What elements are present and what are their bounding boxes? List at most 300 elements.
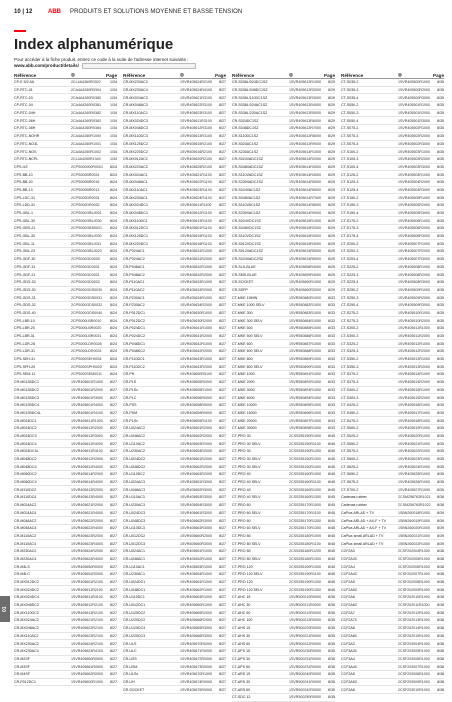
- product-code-cell[interactable]: 1SVR405505R3000: [398, 211, 430, 216]
- product-code-cell[interactable]: 1SVR500222R0000: [289, 641, 321, 646]
- product-code-cell[interactable]: 1SVR405614R6000: [289, 187, 321, 192]
- product-code-cell[interactable]: 1SVR405624R4100: [71, 649, 103, 654]
- product-code-cell[interactable]: 1SVR405613R2000: [71, 487, 103, 492]
- product-code-cell[interactable]: 1SVR405512R2000: [398, 349, 430, 354]
- product-code-cell[interactable]: 2CPS000LBR0020: [71, 326, 102, 331]
- product-code-cell[interactable]: 1SVR405674R0000: [180, 679, 212, 684]
- product-code-cell[interactable]: 1SVR405500R1000: [398, 80, 430, 85]
- product-code-cell[interactable]: 1SVR405506R1000: [398, 218, 430, 223]
- product-code-cell[interactable]: 1SVR405614R4000: [289, 172, 321, 177]
- product-code-cell[interactable]: 1SVR405507R1000: [398, 241, 430, 246]
- product-code-cell[interactable]: 1SVR405611R3000: [71, 433, 103, 438]
- product-code-cell[interactable]: 1SVR405614R3000: [289, 164, 321, 169]
- product-code-cell[interactable]: 2CSS255190R1100: [289, 572, 321, 577]
- product-code-cell[interactable]: 2CSF202005R1000: [398, 556, 430, 561]
- product-code-cell[interactable]: 1SVR405612R2100: [71, 603, 103, 608]
- product-code-cell[interactable]: 1SVR405514R2000: [398, 380, 430, 385]
- product-code-cell[interactable]: 1SVR405513R2000: [398, 364, 430, 369]
- product-code-cell[interactable]: 1SVR500250R0000: [289, 695, 321, 700]
- product-code-cell[interactable]: 1SVR405504R3000: [398, 187, 430, 192]
- product-code-cell[interactable]: 2CPS000DR0032: [71, 203, 100, 208]
- product-code-cell[interactable]: 2CA4A4260R0384: [71, 126, 101, 131]
- product-code-cell[interactable]: 1SVR550897R1000: [289, 418, 321, 423]
- product-code-cell[interactable]: 2CSF203005R1000: [398, 649, 430, 654]
- product-code-cell[interactable]: 1SVR405621R1100: [180, 172, 212, 177]
- product-code-cell[interactable]: 1SVR405613R3000: [289, 95, 321, 100]
- product-code-cell[interactable]: 1SVR405661R2000: [180, 457, 212, 462]
- product-code-cell[interactable]: 1SVR405614R4000: [71, 480, 103, 485]
- product-code-cell[interactable]: 1SVR405650R1000: [289, 280, 321, 285]
- product-code-cell[interactable]: 1SVR405506R2000: [398, 226, 430, 231]
- product-code-cell[interactable]: 1SVR405501R3000: [398, 118, 430, 123]
- product-code-cell[interactable]: 1SVR405507R2000: [398, 249, 430, 254]
- product-code-cell[interactable]: 1SVR405601R1100: [180, 226, 212, 231]
- product-code-cell[interactable]: 2CPS000BR0016: [71, 180, 100, 185]
- product-code-cell[interactable]: 2CSS255180R1100: [289, 541, 321, 546]
- product-code-cell[interactable]: 1SVR405527R1000: [398, 487, 430, 492]
- product-code-cell[interactable]: 2CA4A4260R1001: [71, 141, 101, 146]
- product-code-cell[interactable]: 1SVR405508R3000: [398, 280, 430, 285]
- product-code-cell[interactable]: 2CSS255180R1300: [289, 556, 321, 561]
- product-code-cell[interactable]: 1SVR405621R2000: [71, 503, 103, 508]
- product-code-cell[interactable]: 1SVR405515R1000: [398, 387, 430, 392]
- product-code-cell[interactable]: 1SVR405643R2000: [180, 364, 212, 369]
- product-code-cell[interactable]: 1SVR405633R2000: [180, 287, 212, 292]
- product-code-cell[interactable]: 2CSF202007R1000: [398, 572, 430, 577]
- product-code-cell[interactable]: 1SVR405613R4000: [289, 103, 321, 108]
- product-code-cell[interactable]: 1SVR405614R8000: [289, 203, 321, 208]
- product-code-cell[interactable]: 1SVR405633R1000: [180, 280, 212, 285]
- product-code-cell[interactable]: 1SVR550894R1000: [289, 395, 321, 400]
- product-code-cell[interactable]: 1SBN260019R1000: [398, 518, 430, 523]
- product-code-cell[interactable]: 1SVR550887R1000: [289, 341, 321, 346]
- product-code-cell[interactable]: 1SVR405601R2000: [71, 387, 103, 392]
- product-code-cell[interactable]: 1SVR405611R3100: [180, 118, 212, 123]
- product-code-cell[interactable]: 1SVR405519R1000: [398, 426, 430, 431]
- product-code-cell[interactable]: 2CSF202013R1000: [398, 618, 430, 623]
- product-code-cell[interactable]: 1SVR405522R1000: [398, 449, 430, 454]
- product-code-cell[interactable]: 1SVR405620R2100: [180, 157, 212, 162]
- product-code-cell[interactable]: 1SVR405615R6000: [289, 257, 321, 262]
- product-code-cell[interactable]: 1SVR405625R2100: [180, 164, 212, 169]
- product-code-cell[interactable]: 1SVR405630R1000: [180, 310, 212, 315]
- product-code-cell[interactable]: 1SVR405601R4100: [71, 410, 103, 415]
- product-code-cell[interactable]: 2CSF203006R1000: [398, 656, 430, 661]
- product-code-cell[interactable]: 1SVR405622R3100: [180, 103, 212, 108]
- product-code-cell[interactable]: 2CSS255160R1100: [289, 480, 321, 485]
- product-code-cell[interactable]: 1SVR405500R2000: [398, 88, 430, 93]
- product-code-cell[interactable]: 1SVR405660R3000: [180, 541, 212, 546]
- product-code-cell[interactable]: 1SVR405601R3000: [71, 395, 103, 400]
- product-code-cell[interactable]: 2CPS000GBS0021: [71, 226, 102, 231]
- product-code-cell[interactable]: 1SVR405611R4000: [71, 441, 103, 446]
- product-code-cell[interactable]: 2CSS255160R1000: [289, 472, 321, 477]
- product-code-cell[interactable]: 2CPS000BR0024: [71, 172, 100, 177]
- product-code-cell[interactable]: 1SVR405614R5000: [289, 180, 321, 185]
- product-code-cell[interactable]: 1SVR405503R3000: [398, 164, 430, 169]
- product-code-cell[interactable]: 1SVR405613R8000: [289, 134, 321, 139]
- product-code-cell[interactable]: 1SVR405662R2000: [180, 464, 212, 469]
- product-code-cell[interactable]: 1SVR405616R1100: [180, 241, 212, 246]
- product-code-cell[interactable]: 2CSF202008R1000: [398, 580, 430, 585]
- product-code-cell[interactable]: 1SVR405521R1000: [398, 441, 430, 446]
- product-code-cell[interactable]: 1SVR405514R1000: [398, 372, 430, 377]
- product-code-cell[interactable]: 2CPS000GDS0032: [71, 303, 103, 308]
- product-code-cell[interactable]: 1SVR405655R1000: [180, 387, 212, 392]
- product-code-cell[interactable]: 1SVR550896R1000: [289, 410, 321, 415]
- product-code-cell[interactable]: 1SVR550886R1000: [289, 334, 321, 339]
- product-code-cell[interactable]: 1SVR405614R9000: [289, 211, 321, 216]
- product-code-cell[interactable]: 1SVR550888R1000: [289, 349, 321, 354]
- product-code-cell[interactable]: 2CSF202010R1000: [398, 595, 430, 600]
- product-code-cell[interactable]: 1SVR405601R4000: [71, 403, 103, 408]
- product-code-cell[interactable]: 1SVR405614R2000: [289, 157, 321, 162]
- product-code-cell[interactable]: 1SVR405675R0000: [180, 687, 212, 692]
- product-code-cell[interactable]: 1SVR405515R2000: [398, 395, 430, 400]
- product-code-cell[interactable]: 2CSS255190R1000: [289, 564, 321, 569]
- product-code-cell[interactable]: 1SVR405502R2000: [398, 134, 430, 139]
- product-code-cell[interactable]: 2CPS000GBL0023: [71, 249, 102, 254]
- product-code-cell[interactable]: 1SVR405613R5000: [289, 111, 321, 116]
- product-code-cell[interactable]: 1SBN260020R1000: [398, 526, 430, 531]
- product-code-cell[interactable]: 1SVR405622R2100: [71, 626, 103, 631]
- product-code-cell[interactable]: 1SVR405616R2100: [180, 149, 212, 154]
- product-code-cell[interactable]: 1SVR405634R2000: [180, 303, 212, 308]
- product-code-cell[interactable]: 2CA4A4260R0383: [71, 118, 101, 123]
- product-code-cell[interactable]: 1SVR405615R1000: [289, 218, 321, 223]
- product-code-cell[interactable]: 1SVR405653R3000: [180, 495, 212, 500]
- product-code-cell[interactable]: 1SVR405511R1000: [398, 326, 430, 331]
- product-code-cell[interactable]: 1SVR405663R2000: [180, 472, 212, 477]
- product-code-cell[interactable]: 1SVR405509R1000: [398, 287, 430, 292]
- product-code-cell[interactable]: 2CSF203009R1000: [398, 679, 430, 684]
- product-code-cell[interactable]: 1SVR405613R3100: [180, 134, 212, 139]
- product-code-cell[interactable]: 1SVR405622R4000: [71, 526, 103, 531]
- product-code-cell[interactable]: 1SVR405643R1000: [180, 357, 212, 362]
- product-code-cell[interactable]: 1SVR405623R2100: [71, 633, 103, 638]
- product-code-cell[interactable]: 1SVR405613R4000: [71, 495, 103, 500]
- product-code-cell[interactable]: 1SVR405611R2100: [71, 587, 103, 592]
- product-code-cell[interactable]: 2CA4A4260R1000: [71, 134, 101, 139]
- product-code-cell[interactable]: 1SVR405611R1000: [71, 418, 103, 423]
- product-code-cell[interactable]: 2CPS000LDR0031: [71, 349, 102, 354]
- product-code-cell[interactable]: 1SVR405516R1000: [398, 403, 430, 408]
- product-code-cell[interactable]: 2CSF203008R1000: [398, 672, 430, 677]
- product-code-cell[interactable]: 1SVR405520R1000: [398, 433, 430, 438]
- product-code-cell[interactable]: 1SVR405663R1000: [180, 595, 212, 600]
- product-code-cell[interactable]: 2CSS255180R1200: [289, 549, 321, 554]
- product-code-cell[interactable]: 1SVR405665R3000: [180, 626, 212, 631]
- product-code-cell[interactable]: 2CSS255170R1100: [289, 510, 321, 515]
- product-code-cell[interactable]: 2CSF202015R1000: [398, 633, 430, 638]
- product-code-cell[interactable]: 2CPS000LDR0028: [71, 341, 102, 346]
- product-code-cell[interactable]: 2CSS255190R1200: [289, 580, 321, 585]
- product-code-cell[interactable]: 1SVR405662R1000: [180, 587, 212, 592]
- product-code-cell[interactable]: 1SVR405504R1000: [398, 172, 430, 177]
- product-code-cell[interactable]: 1SVR405613R2000: [289, 88, 321, 93]
- product-code-cell[interactable]: 1SBN260021R1000: [398, 533, 430, 538]
- product-code-cell[interactable]: 1SVR500231R0000: [289, 656, 321, 661]
- product-code-cell[interactable]: 2CPS000GBL0030: [71, 234, 102, 239]
- product-code-cell[interactable]: 1SVR405503R1000: [398, 149, 430, 154]
- product-code-cell[interactable]: 1SVR500213R0000: [289, 618, 321, 623]
- product-code-cell[interactable]: 1SVR550891R1000: [289, 372, 321, 377]
- product-code-cell[interactable]: 1SVR405502R1000: [398, 126, 430, 131]
- product-code-cell[interactable]: 1SVR405512R1000: [398, 341, 430, 346]
- product-code-cell[interactable]: 2CSS255160R1200: [289, 487, 321, 492]
- product-code-cell[interactable]: 1SVR405660R2000: [180, 533, 212, 538]
- product-code-cell[interactable]: 1SVR405632R1000: [180, 264, 212, 269]
- product-code-cell[interactable]: 2CPS000SPH0020: [71, 364, 102, 369]
- product-code-cell[interactable]: 2CSS255150R1400: [289, 464, 321, 469]
- product-code-cell[interactable]: 1SVR405511R2000: [398, 334, 430, 339]
- product-code-cell[interactable]: 1SVR405613R1000: [289, 80, 321, 85]
- product-code-cell[interactable]: 1SVR405659R4000: [289, 272, 321, 277]
- product-code-cell[interactable]: 2CSM258763R1021: [398, 495, 431, 500]
- product-code-cell[interactable]: 2CSS255150R1300: [289, 457, 321, 462]
- product-code-cell[interactable]: 2CPS000SEH0031: [71, 357, 102, 362]
- product-code-cell[interactable]: 1SVR405651R3000: [180, 480, 212, 485]
- product-code-cell[interactable]: 2CPS000GD0030: [71, 257, 100, 262]
- product-code-cell[interactable]: 1SVR550898R1000: [289, 426, 321, 431]
- product-code-cell[interactable]: 1SVR405508R2000: [398, 272, 430, 277]
- product-code-cell[interactable]: 1SBN260018R1000: [398, 510, 430, 515]
- product-code-cell[interactable]: 2CSF202012R1000: [398, 610, 430, 615]
- product-code-cell[interactable]: 2CPS000GDS0040: [71, 310, 103, 315]
- product-code-cell[interactable]: 1SVR405653R1000: [180, 564, 212, 569]
- product-code-cell[interactable]: 1SVR405503R2000: [398, 157, 430, 162]
- product-code-cell[interactable]: 1SBN260022R1000: [398, 541, 430, 546]
- product-code-cell[interactable]: 1SVR405642R2000: [180, 349, 212, 354]
- product-code-cell[interactable]: 2CSS255190R1300: [289, 587, 321, 592]
- product-code-cell[interactable]: 1SVR405500R3000: [398, 95, 430, 100]
- product-code-cell[interactable]: 2CSF203010R1000: [398, 687, 430, 692]
- product-code-cell[interactable]: 1SVR405650R0000: [71, 564, 103, 569]
- product-code-cell[interactable]: 1SVR405623R2000: [71, 533, 103, 538]
- product-code-cell[interactable]: 1SVR405631R1000: [180, 249, 212, 254]
- product-code-cell[interactable]: 1SVR405654R3000: [180, 503, 212, 508]
- product-code-cell[interactable]: 1SVR405622R1100: [180, 180, 212, 185]
- product-code-cell[interactable]: 1SVR405641R2000: [180, 334, 212, 339]
- product-code-cell[interactable]: 1SVR405612R3100: [180, 126, 212, 131]
- product-code-cell[interactable]: 1SVR405661R0000: [71, 664, 103, 669]
- product-code-cell[interactable]: 1SVR405666R3000: [180, 633, 212, 638]
- product-code-cell[interactable]: 2CSS255160R1300: [289, 495, 321, 500]
- product-code-cell[interactable]: 1SVR550892R1000: [289, 380, 321, 385]
- product-code-cell[interactable]: 1SVR500221R0000: [289, 633, 321, 638]
- product-code-cell[interactable]: 1SVR405663R3000: [180, 526, 212, 531]
- product-code-cell[interactable]: 1SVR405509R3000: [398, 303, 430, 308]
- product-code-cell[interactable]: 1SVR405624R4000: [71, 556, 103, 561]
- product-code-cell[interactable]: 1SVR500230R0000: [289, 649, 321, 654]
- product-code-cell[interactable]: 2CA4A4260R0381: [71, 103, 101, 108]
- product-code-cell[interactable]: 1SVR405662R3000: [180, 518, 212, 523]
- product-code-cell[interactable]: 1SVR405623R4000: [71, 541, 103, 546]
- product-code-cell[interactable]: 1SVR405661R1000: [180, 580, 212, 585]
- product-code-cell[interactable]: 1SVR405612R1100: [180, 211, 212, 216]
- product-code-cell[interactable]: 2CPS000GDS0030: [71, 287, 103, 292]
- product-code-cell[interactable]: 1SVR405659R0000: [180, 410, 212, 415]
- product-code-cell[interactable]: 1SVR405672R0000: [180, 656, 212, 661]
- product-code-cell[interactable]: 1SVR405615R5000: [289, 249, 321, 254]
- product-code-cell[interactable]: 1SVR405670R1000: [180, 672, 212, 677]
- product-code-cell[interactable]: 1SVR405501R1000: [398, 103, 430, 108]
- product-code-cell[interactable]: 1SVR500242R0000: [289, 687, 321, 692]
- product-code-cell[interactable]: 1SVR500212R0000: [289, 610, 321, 615]
- product-code-cell[interactable]: 1SVR405615R1100: [180, 234, 212, 239]
- product-code-cell[interactable]: 1SVR405624R2100: [71, 641, 103, 646]
- product-code-cell[interactable]: 2CPS000GDS0031: [71, 295, 103, 300]
- product-code-cell[interactable]: 1SVR550882R1000: [289, 303, 321, 308]
- product-code-cell[interactable]: 1SVR405613R7000: [289, 126, 321, 131]
- product-code-cell[interactable]: 1SVR405622R2000: [71, 518, 103, 523]
- product-code-cell[interactable]: 1SVR405501R2000: [398, 111, 430, 116]
- product-code-cell[interactable]: 1SVR405510R1000: [398, 310, 430, 315]
- product-code-cell[interactable]: 1SVR500211R0000: [289, 603, 321, 608]
- product-code-cell[interactable]: 1SVR405652R1000: [180, 556, 212, 561]
- product-code-cell[interactable]: 2CSS255180R1000: [289, 533, 321, 538]
- product-details-link[interactable]: www.abb.com/product/details/: [14, 63, 79, 69]
- product-code-cell[interactable]: 1SVR405623R1100: [180, 187, 212, 192]
- product-code-cell[interactable]: 1SVR550889R1000: [289, 357, 321, 362]
- product-code-cell[interactable]: 1SVR405621R3100: [180, 95, 212, 100]
- product-code-cell[interactable]: 1SVR405651R0000: [71, 572, 103, 577]
- product-code-cell[interactable]: 1SVR550895R1000: [289, 403, 321, 408]
- product-code-cell[interactable]: 1SVR405661R3000: [180, 510, 212, 515]
- product-code-cell[interactable]: 1SVR405611R1100: [180, 203, 212, 208]
- product-code-cell[interactable]: 1SVR405660R2000: [289, 287, 321, 292]
- product-code-cell[interactable]: 1SVR550880R1000: [289, 295, 321, 300]
- product-code-cell[interactable]: 1SVR405523R1000: [398, 457, 430, 462]
- product-code-cell[interactable]: 2CSM258763R1022: [398, 503, 431, 508]
- product-code-cell[interactable]: 2CPS000GD0033: [71, 280, 100, 285]
- product-code-cell[interactable]: 2CPS000BR0013: [71, 187, 100, 192]
- product-code-cell[interactable]: 1SVR405651R1000: [180, 549, 212, 554]
- product-code-cell[interactable]: 1SVR405662R0000: [71, 672, 103, 677]
- product-code-cell[interactable]: 1SVR405653R2000: [180, 441, 212, 446]
- product-code-cell[interactable]: 2CPS000GD0031: [71, 264, 100, 269]
- product-code-cell[interactable]: 1SVR405611R2000: [71, 426, 103, 431]
- product-code-cell[interactable]: 2CSS255150R1200: [289, 449, 321, 454]
- product-code-cell[interactable]: 1SVR405671R0000: [180, 649, 212, 654]
- product-code-cell[interactable]: 1SVR500232R0000: [289, 664, 321, 669]
- product-code-cell[interactable]: 1SVR405524R1000: [398, 464, 430, 469]
- product-code-cell[interactable]: 2CPS000LBR0031: [71, 334, 102, 339]
- product-code-cell[interactable]: 1SVR405655R0000: [180, 380, 212, 385]
- product-code-cell[interactable]: 1SVR405615R2100: [180, 141, 212, 146]
- product-code-cell[interactable]: 1SVR405601R1000: [71, 380, 103, 385]
- product-code-cell[interactable]: 1SVR500210R0000: [289, 595, 321, 600]
- product-code-cell[interactable]: 1SVR405652R2000: [180, 433, 212, 438]
- product-code-cell[interactable]: 1SVR405509R2000: [398, 295, 430, 300]
- product-code-cell[interactable]: 1SVR405621R2100: [71, 618, 103, 623]
- product-code-cell[interactable]: 1SVR500241R0000: [289, 679, 321, 684]
- product-code-cell[interactable]: 1SVR405504R2000: [398, 180, 430, 185]
- product-code-cell[interactable]: 1SVR405641R1000: [180, 326, 212, 331]
- product-code-cell[interactable]: 1SVR405665R2000: [180, 610, 212, 615]
- product-code-cell[interactable]: 1SVR405621R4000: [71, 510, 103, 515]
- product-code-cell[interactable]: 1SVR405505R1000: [398, 195, 430, 200]
- product-code-cell[interactable]: 1SVR405614R7000: [289, 195, 321, 200]
- product-code-cell[interactable]: 1SVR405517R1000: [398, 410, 430, 415]
- product-code-cell[interactable]: 2CSF202009R1000: [398, 587, 430, 592]
- product-code-cell[interactable]: 1SVR405614R2000: [71, 472, 103, 477]
- product-code-cell[interactable]: 1SVR405632R2000: [180, 272, 212, 277]
- product-code-cell[interactable]: 1SVR405600R1000: [71, 679, 103, 684]
- product-code-cell[interactable]: 2CSS255170R1000: [289, 503, 321, 508]
- product-code-cell[interactable]: 1SVR405612R2000: [71, 457, 103, 462]
- product-code-cell[interactable]: 1SVR405624R2100: [180, 80, 212, 85]
- product-code-cell[interactable]: 1SVR405505R2000: [398, 203, 430, 208]
- product-code-cell[interactable]: 2CA4A4260R0304: [71, 88, 101, 93]
- product-code-cell[interactable]: 1SVR405673R0000: [180, 664, 212, 669]
- product-code-cell[interactable]: 1SVR405660R0000: [71, 656, 103, 661]
- product-code-cell[interactable]: 1SVR405601R2100: [71, 580, 103, 585]
- product-code-cell[interactable]: 1SVR405642R1000: [180, 341, 212, 346]
- product-code-cell[interactable]: 1SVR405634R1000: [180, 295, 212, 300]
- product-code-cell[interactable]: 2CSF202014R1000: [398, 626, 430, 631]
- product-code-cell[interactable]: 1SVR405670R0000: [180, 641, 212, 646]
- product-code-cell[interactable]: 2CSS255170R1200: [289, 518, 321, 523]
- product-code-cell[interactable]: 2CSS255170R1300: [289, 526, 321, 531]
- product-code-cell[interactable]: 1SVR550893R1000: [289, 387, 321, 392]
- product-code-cell[interactable]: 1SVR405652R3000: [180, 487, 212, 492]
- product-code-cell[interactable]: 1SVR405502R3000: [398, 141, 430, 146]
- product-code-cell[interactable]: 1SVR405526R1000: [398, 480, 430, 485]
- product-code-cell[interactable]: 2CL4A4360R0302: [71, 80, 101, 85]
- product-code-cell[interactable]: 2CSF202006R1000: [398, 564, 430, 569]
- product-code-cell[interactable]: 1SVR405624R1100: [180, 195, 212, 200]
- product-code-cell[interactable]: 1SVR405631R2000: [180, 257, 212, 262]
- product-code-cell[interactable]: 2CSF202004R1000: [398, 549, 430, 554]
- product-code-cell[interactable]: 1SVR550890R1000: [289, 364, 321, 369]
- product-code-cell[interactable]: 1SVR405613R1100: [180, 218, 212, 223]
- product-code-cell[interactable]: 1SVR500220R0000: [289, 626, 321, 631]
- product-code-cell[interactable]: 2CPS000000R0001: [71, 164, 103, 169]
- product-code-cell[interactable]: 1SVR405655R1100: [180, 418, 212, 423]
- product-code-cell[interactable]: 2CPS000GBL0001: [71, 211, 102, 216]
- product-code-cell[interactable]: 2CA4A4260R1002: [71, 149, 101, 154]
- product-code-cell[interactable]: 1SVR405656R0000: [180, 395, 212, 400]
- product-code-cell[interactable]: 1SVR405508R1000: [398, 264, 430, 269]
- product-code-cell[interactable]: 2CA4A4260R0380: [71, 95, 101, 100]
- product-code-cell[interactable]: 1SVR405650R0100: [180, 372, 212, 377]
- product-code-cell[interactable]: 1SVR405613R9000: [289, 141, 321, 146]
- product-code-cell[interactable]: 2CPS000SEM0011: [71, 372, 102, 377]
- product-code-cell[interactable]: 2CPS000GD0021: [71, 272, 100, 277]
- product-code-cell[interactable]: 1SVR405630R2000: [180, 318, 212, 323]
- product-code-cell[interactable]: 1SVR405513R1000: [398, 357, 430, 362]
- product-code-cell[interactable]: 1SVR405613R6000: [289, 118, 321, 123]
- product-code-cell[interactable]: 2CL4A4260R1340: [71, 157, 101, 162]
- product-code-cell[interactable]: 1SVR405615R2000: [289, 226, 321, 231]
- product-code-cell[interactable]: 2CA4A4260R0382: [71, 111, 101, 116]
- product-code-cell[interactable]: 2CPS000GBL0011: [71, 241, 102, 246]
- product-code-cell[interactable]: 1SVR405658R4000: [289, 264, 321, 269]
- product-code-cell[interactable]: 2CSF202011R1000: [398, 603, 430, 608]
- product-code-cell[interactable]: 1SVR405658R0000: [180, 403, 212, 408]
- product-code-cell[interactable]: 2CPS000GBL0030: [71, 218, 102, 223]
- product-code-cell[interactable]: 1SVR550884R1000: [289, 318, 321, 323]
- product-code-cell[interactable]: 1SVR405518R1000: [398, 418, 430, 423]
- product-code-cell[interactable]: 1SVR405615R4000: [289, 241, 321, 246]
- product-code-cell[interactable]: 1SVR500240R0000: [289, 672, 321, 677]
- product-code-cell[interactable]: 1SVR405525R1000: [398, 472, 430, 477]
- product-code-cell[interactable]: 1SVR405510R2000: [398, 318, 430, 323]
- product-code-cell[interactable]: 1SVR405507R3000: [398, 257, 430, 262]
- product-code-cell[interactable]: 1SVR550883R1000: [289, 310, 321, 315]
- product-code-cell[interactable]: 1SVR405651R2000: [180, 426, 212, 431]
